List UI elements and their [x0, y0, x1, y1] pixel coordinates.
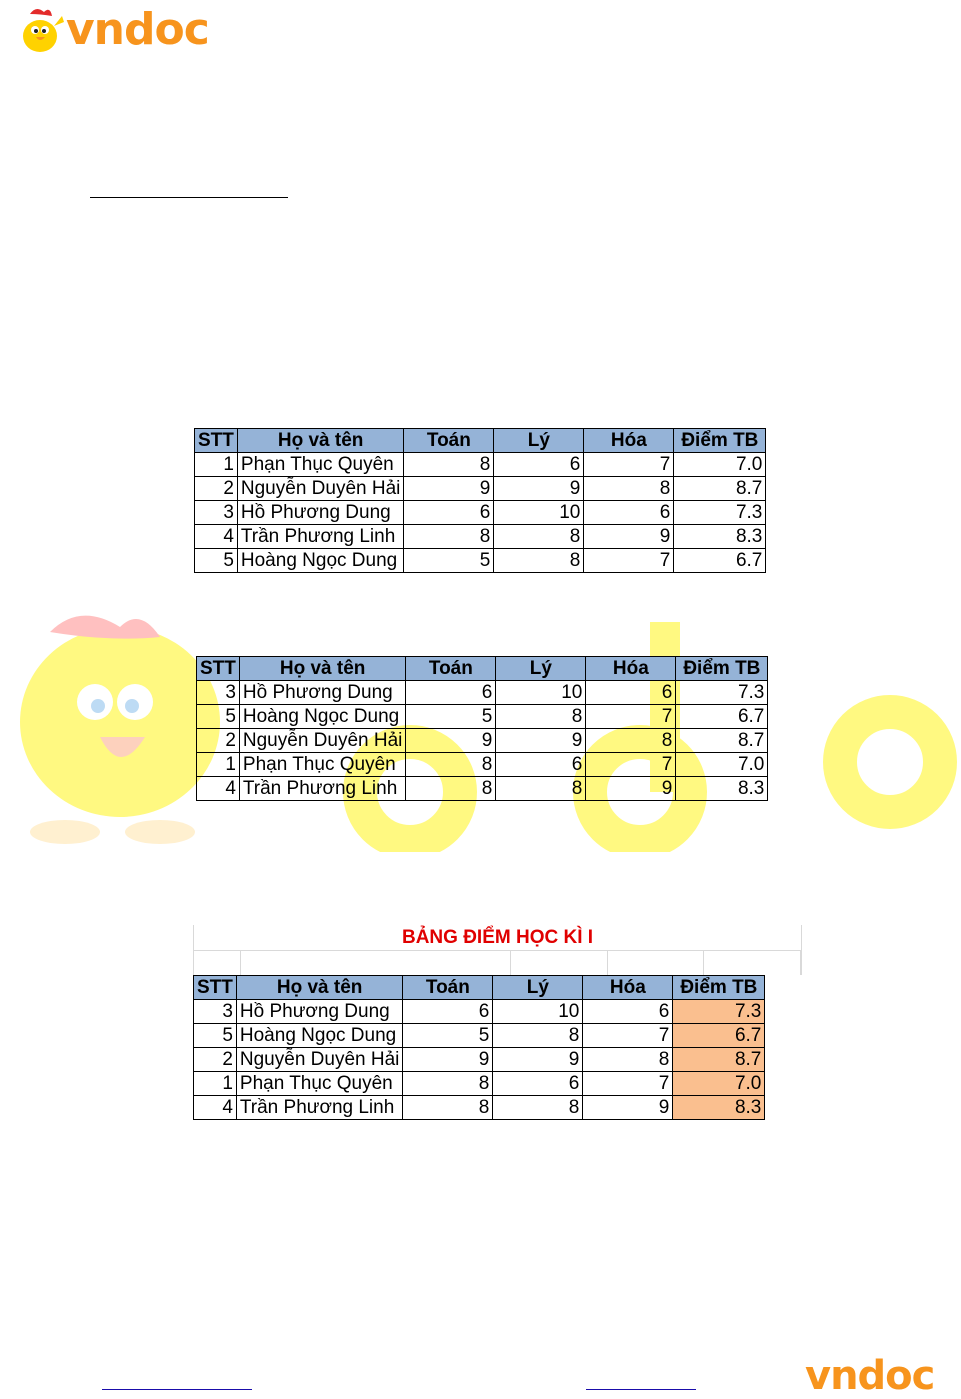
cell-hoa: 9: [584, 525, 674, 549]
cell-stt: 2: [195, 477, 238, 501]
sheet-title: BẢNG ĐIỂM HỌC KÌ I: [193, 925, 802, 950]
header-hoa: Hóa: [586, 657, 676, 681]
cell-diem-tb: 8.7: [674, 477, 766, 501]
cell-name: Trần Phương Linh: [239, 777, 405, 801]
cell-diem-tb: 8.3: [674, 525, 766, 549]
cell-diem-tb: 6.7: [674, 549, 766, 573]
cell-stt: 3: [197, 681, 240, 705]
cell-toan: 8: [404, 525, 494, 549]
cell-hoa: 7: [584, 549, 674, 573]
header-name: Họ và tên: [239, 657, 405, 681]
vndoc-logo-bottom[interactable]: [805, 1354, 934, 1398]
header-name: Họ và tên: [236, 976, 402, 1000]
cell-toan: 5: [404, 549, 494, 573]
cell-hoa: 6: [583, 1000, 673, 1024]
score-table-original: [194, 428, 766, 573]
cell-name: Nguyễn Duyên Hải: [236, 1048, 402, 1072]
cell-name: Nguyễn Duyên Hải: [239, 729, 405, 753]
cell-hoa: 7: [584, 453, 674, 477]
cell-stt: 5: [194, 1024, 237, 1048]
cell-name: Trần Phương Linh: [236, 1096, 402, 1120]
cell-ly: 10: [493, 1000, 583, 1024]
cell-ly: 8: [496, 777, 586, 801]
cell-stt: 1: [195, 453, 238, 477]
cell-hoa: 7: [583, 1072, 673, 1096]
cell-name: Hồ Phương Dung: [237, 501, 403, 525]
cell-stt: 2: [194, 1048, 237, 1072]
cell-name: Hồ Phương Dung: [239, 681, 405, 705]
cell-toan: 9: [406, 729, 496, 753]
cell-diem-tb: 7.3: [674, 501, 766, 525]
header-diem-tb: Điểm TB: [673, 976, 765, 1000]
header-hoa: Hóa: [583, 976, 673, 1000]
cell-ly: 10: [496, 681, 586, 705]
cell-ly: 8: [496, 705, 586, 729]
header-stt: STT: [197, 657, 240, 681]
logo-wordmark: vndoc: [805, 1353, 935, 1399]
header-ly: Lý: [493, 976, 583, 1000]
cell-name: Phạn Thục Quyên: [236, 1072, 402, 1096]
cell-ly: 8: [494, 525, 584, 549]
cell-hoa: 6: [586, 681, 676, 705]
cell-toan: 6: [403, 1000, 493, 1024]
cell-ly: 8: [494, 549, 584, 573]
header-toan: Toán: [404, 429, 494, 453]
cell-diem-tb: 6.7: [676, 705, 768, 729]
cell-hoa: 8: [583, 1048, 673, 1072]
cell-name: Hồ Phương Dung: [236, 1000, 402, 1024]
cell-hoa: 7: [586, 753, 676, 777]
table-row: [194, 1096, 765, 1120]
cell-toan: 8: [406, 777, 496, 801]
cell-stt: 3: [194, 1000, 237, 1024]
cell-stt: 4: [194, 1096, 237, 1120]
cell-toan: 8: [403, 1096, 493, 1120]
cell-diem-tb: 6.7: [673, 1024, 765, 1048]
score-table-formatted: [193, 975, 765, 1120]
cell-toan: 8: [403, 1072, 493, 1096]
cell-name: Nguyễn Duyên Hải: [237, 477, 403, 501]
cell-stt: 3: [195, 501, 238, 525]
cell-name: Trần Phương Linh: [237, 525, 403, 549]
header-stt: STT: [195, 429, 238, 453]
cell-diem-tb: 8.7: [673, 1048, 765, 1072]
heading-underline: [90, 197, 288, 198]
cell-name: Hoàng Ngọc Dung: [236, 1024, 402, 1048]
cell-hoa: 8: [586, 729, 676, 753]
table-row: [197, 681, 768, 705]
cell-ly: 6: [496, 753, 586, 777]
table-row: [195, 477, 766, 501]
cell-diem-tb: 8.3: [676, 777, 768, 801]
cell-name: Hoàng Ngọc Dung: [239, 705, 405, 729]
table-header-row: [195, 429, 766, 453]
header-toan: Toán: [406, 657, 496, 681]
header-hoa: Hóa: [584, 429, 674, 453]
cell-diem-tb: 7.3: [676, 681, 768, 705]
footer-link-right[interactable]: [586, 1389, 696, 1390]
cell-hoa: 9: [586, 777, 676, 801]
cell-ly: 6: [493, 1072, 583, 1096]
cell-ly: 8: [493, 1096, 583, 1120]
cell-stt: 1: [197, 753, 240, 777]
header-toan: Toán: [403, 976, 493, 1000]
header-diem-tb: Điểm TB: [676, 657, 768, 681]
cell-diem-tb: 8.3: [673, 1096, 765, 1120]
cell-ly: 8: [493, 1024, 583, 1048]
table-row: [194, 1072, 765, 1096]
cell-ly: 10: [494, 501, 584, 525]
table-row: [194, 1024, 765, 1048]
cell-hoa: 7: [586, 705, 676, 729]
cell-diem-tb: 7.0: [676, 753, 768, 777]
table-row: [195, 453, 766, 477]
vndoc-logo-top[interactable]: [14, 4, 209, 56]
cell-hoa: 9: [583, 1096, 673, 1120]
blank-sheet-row: [193, 950, 802, 975]
cell-toan: 5: [403, 1024, 493, 1048]
cell-name: Phạn Thục Quyên: [239, 753, 405, 777]
header-ly: Lý: [496, 657, 586, 681]
cell-toan: 9: [403, 1048, 493, 1072]
cell-stt: 4: [197, 777, 240, 801]
table-row: [194, 1000, 765, 1024]
cell-diem-tb: 7.0: [673, 1072, 765, 1096]
table-row: [195, 525, 766, 549]
chick-mascot-icon: [14, 4, 66, 56]
cell-diem-tb: 8.7: [676, 729, 768, 753]
cell-stt: 4: [195, 525, 238, 549]
table-header-row: [194, 976, 765, 1000]
table-row: [194, 1048, 765, 1072]
cell-stt: 1: [194, 1072, 237, 1096]
cell-stt: 5: [197, 705, 240, 729]
footer-link-left[interactable]: [102, 1389, 252, 1390]
cell-ly: 9: [494, 477, 584, 501]
table-row: [197, 705, 768, 729]
table-row: [195, 549, 766, 573]
table-header-row: [197, 657, 768, 681]
cell-toan: 5: [406, 705, 496, 729]
cell-stt: 2: [197, 729, 240, 753]
cell-stt: 5: [195, 549, 238, 573]
table-row: [197, 777, 768, 801]
cell-hoa: 8: [584, 477, 674, 501]
cell-ly: 6: [494, 453, 584, 477]
cell-toan: 8: [406, 753, 496, 777]
header-diem-tb: Điểm TB: [674, 429, 766, 453]
cell-toan: 9: [404, 477, 494, 501]
header-stt: STT: [194, 976, 237, 1000]
cell-name: Phạn Thục Quyên: [237, 453, 403, 477]
header-ly: Lý: [494, 429, 584, 453]
table-row: [195, 501, 766, 525]
cell-ly: 9: [493, 1048, 583, 1072]
table-row: [197, 729, 768, 753]
cell-toan: 6: [404, 501, 494, 525]
cell-name: Hoàng Ngọc Dung: [237, 549, 403, 573]
cell-hoa: 6: [584, 501, 674, 525]
table-row: [197, 753, 768, 777]
cell-toan: 8: [404, 453, 494, 477]
cell-diem-tb: 7.0: [674, 453, 766, 477]
cell-hoa: 7: [583, 1024, 673, 1048]
score-table-formatted-block: [193, 925, 802, 1120]
cell-diem-tb: 7.3: [673, 1000, 765, 1024]
logo-wordmark: vndoc: [66, 4, 209, 55]
cell-ly: 9: [496, 729, 586, 753]
cell-toan: 6: [406, 681, 496, 705]
header-name: Họ và tên: [237, 429, 403, 453]
score-table-sorted: [196, 656, 768, 801]
